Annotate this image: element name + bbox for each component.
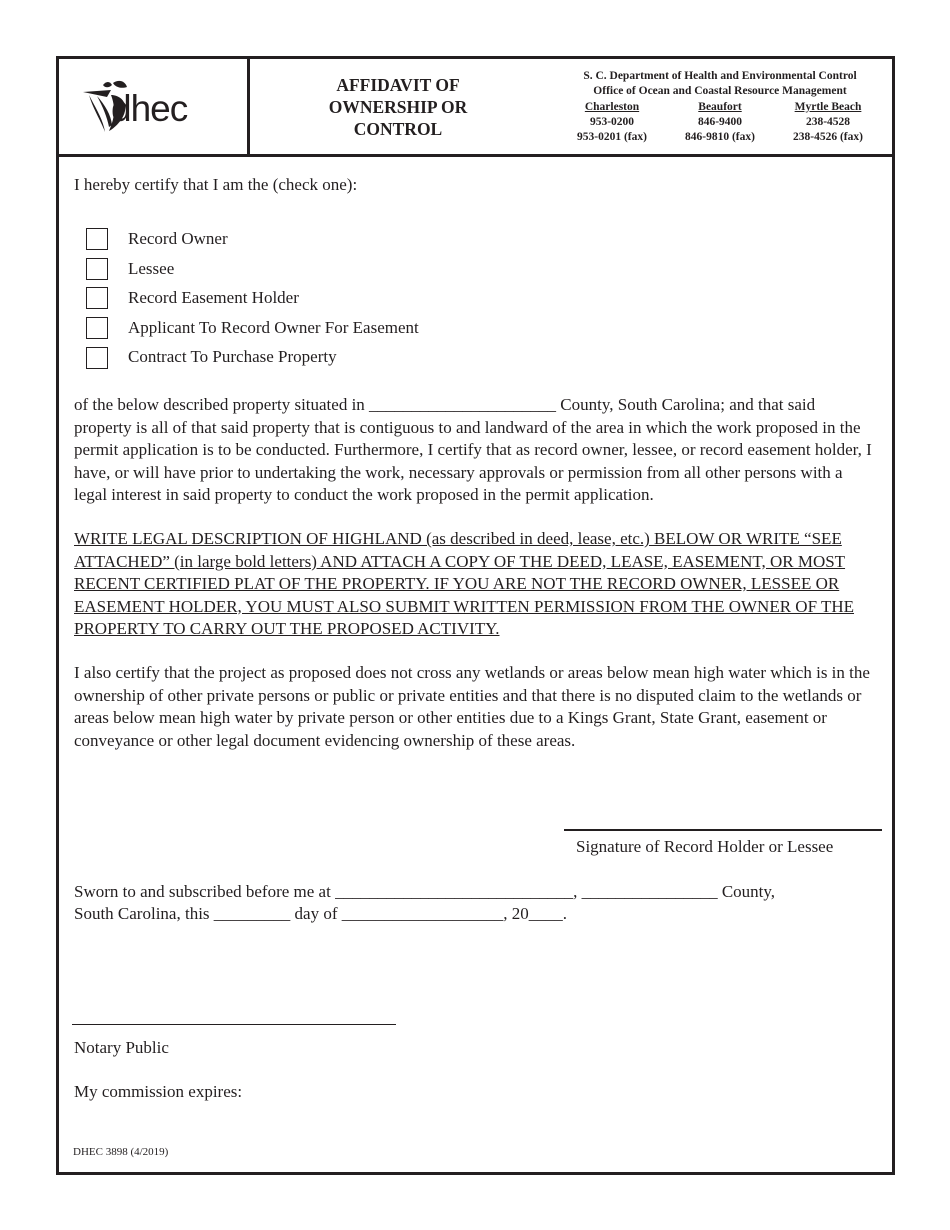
office-myrtle-beach — [779, 100, 877, 145]
title-line-1: AFFIDAVIT OF — [336, 74, 460, 95]
role-checklist — [74, 224, 874, 372]
office-list — [559, 100, 881, 145]
agency-info — [559, 69, 881, 145]
checkbox-record-easement-holder[interactable] — [86, 287, 108, 309]
checkbox-applicant-easement[interactable] — [86, 317, 108, 339]
office-name: Myrtle Beach — [794, 101, 862, 113]
office-fax: 846-9810 (fax) — [685, 131, 755, 143]
agency-office: Office of Ocean and Coastal Resource Management — [593, 85, 847, 97]
form-body — [74, 174, 874, 752]
office-beaufort — [671, 100, 769, 145]
logo-cell — [59, 59, 250, 154]
checkbox-contract-purchase[interactable] — [86, 347, 108, 369]
notary-label: Notary Public — [74, 1038, 169, 1057]
commission-label: My commission expires: — [74, 1082, 243, 1101]
sworn-line-2: South Carolina, this _________ day of ___________________, 20____. — [74, 904, 567, 924]
option-label: Contract To Purchase Property — [128, 347, 337, 367]
office-phone: 238-4528 — [805, 116, 851, 128]
signature-label: Signature of Record Holder or Lessee — [576, 837, 834, 856]
legal-description-instruction: WRITE LEGAL DESCRIPTION OF HIGHLAND (as described in deed, lease, etc.) BELOW OR WRITE “SEE ATTACHED” (in large bold letters) AND ATTACH A COPY OF THE DEED, LEASE, EASEMENT, OR MOST RECENT CERTIFIED PLAT OF THE PROPERTY. IF YOU ARE NOT THE RECORD OWNER, LESSEE OR EASEMENT HOLDER, YOU MUST ALSO SUBMIT WRITTEN PERMISSION FROM THE OWNER OF THE PROPERTY TO CARRY OUT THE PROPOSED ACTIVITY. — [74, 529, 855, 639]
option-record-easement-holder — [74, 284, 874, 314]
logo-text: dhec — [111, 88, 188, 129]
certify-intro: I hereby certify that I am the (check one): — [74, 175, 358, 194]
office-charleston — [563, 100, 661, 145]
option-label: Lessee — [128, 258, 175, 278]
office-phone: 846-9400 — [697, 116, 743, 128]
checkbox-lessee[interactable] — [86, 258, 108, 280]
office-name: Beaufort — [698, 101, 742, 113]
sworn-line-1: Sworn to and subscribed before me at ____________________________, ________________ County, — [74, 882, 776, 901]
form-header — [59, 59, 892, 157]
title-line-2: OWNERSHIP OR — [328, 96, 468, 117]
checkbox-record-owner[interactable] — [86, 228, 108, 250]
wetlands-paragraph: I also certify that the project as proposed does not cross any wetlands or areas below mean high water which is in the ownership of other private persons or public or private entities and that there is no disputed claim to the wetlands or areas below mean high water by private person or other entities due to a Kings Grant, State Grant, easement or conveyance or other legal document evidencing ownership of these areas. — [74, 663, 870, 750]
option-contract-purchase — [74, 343, 874, 373]
office-fax: 953-0201 (fax) — [577, 131, 647, 143]
agency-name: S. C. Department of Health and Environmental Control — [583, 70, 857, 82]
option-label: Record Owner — [128, 229, 228, 248]
title-line-3: CONTROL — [353, 118, 443, 139]
form-title — [250, 59, 546, 154]
office-phone: 953-0200 — [589, 116, 635, 128]
signature-line[interactable] — [564, 829, 882, 831]
notary-signature-line[interactable] — [72, 1024, 396, 1025]
option-label: Applicant To Record Owner For Easement — [128, 317, 419, 337]
form-frame — [56, 56, 895, 1175]
option-label: Record Easement Holder — [128, 288, 299, 308]
logo-wordmark — [111, 89, 187, 129]
sworn-statement — [74, 881, 874, 926]
property-paragraph: of the below described property situated in ______________________ County, South Carolina; and that said property is all of that said property that is contiguous to and landward of the area in which the work proposed in the permit application is to be conducted. Furthermore, I certify that as record owner, lessee, or record easement holder, I have, or will have prior to undertaking the work, necessary approvals or permission from all other persons with a legal interest in said property to conduct the work proposed in the permit application. — [74, 395, 872, 504]
option-record-owner — [74, 224, 874, 254]
option-applicant-easement — [74, 313, 874, 343]
option-lessee — [74, 254, 874, 284]
office-fax: 238-4526 (fax) — [793, 131, 863, 143]
form-number: DHEC 3898 (4/2019) — [73, 1146, 169, 1158]
office-name: Charleston — [584, 101, 640, 113]
